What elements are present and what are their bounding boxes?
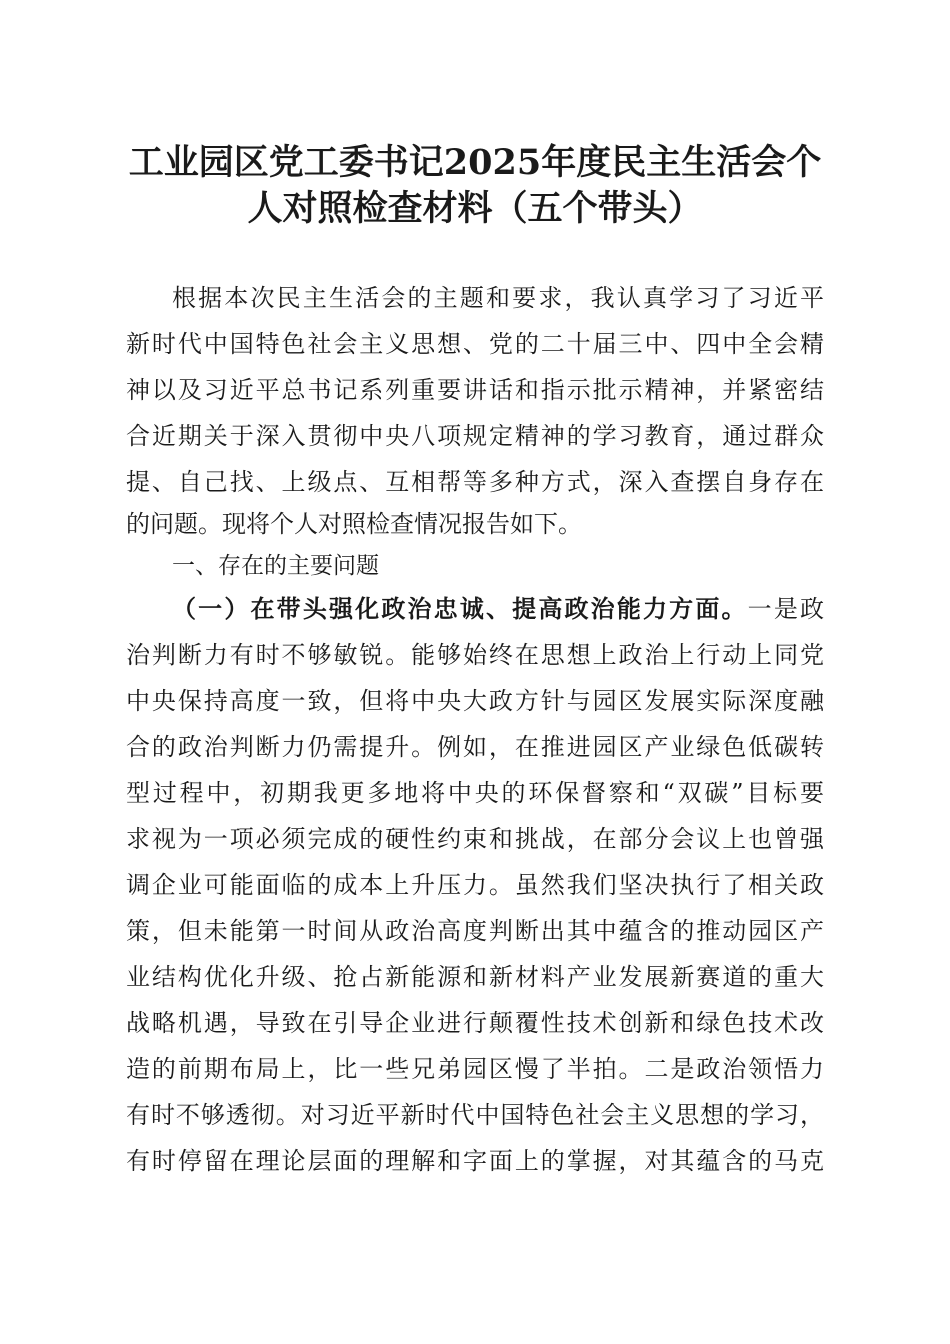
subsection-line: 策，但未能第一时间从政治高度判断出其中蕴含的推动园区产 xyxy=(126,917,824,945)
subsection-line: 型过程中，初期我更多地将中央的环保督察和“双碳”目标要 xyxy=(126,779,824,807)
subsection-line: 调企业可能面临的成本上升压力。虽然我们坚决执行了相关政 xyxy=(126,871,824,899)
subsection-text: 一是政 xyxy=(747,595,825,623)
subsection-line: 合的政治判断力仍需提升。例如，在推进园区产业绿色低碳转 xyxy=(126,733,824,761)
subsection-line: 求视为一项必须完成的硬性约束和挑战，在部分会议上也曾强 xyxy=(126,825,824,853)
subsection-line: 造的前期布局上，比一些兄弟园区慢了半拍。二是政治领悟力 xyxy=(126,1055,824,1083)
subsection-line: 有时不够透彻。对习近平新时代中国特色社会主义思想的学习， xyxy=(126,1101,824,1129)
subsection-line: 中央保持高度一致，但将中央大政方针与园区发展实际深度融 xyxy=(126,687,824,715)
subsection-line: 有时停留在理论层面的理解和字面上的掌握，对其蕴含的马克 xyxy=(126,1147,824,1175)
section-heading: 一、存在的主要问题 xyxy=(172,553,379,579)
subsection-line: 治判断力有时不够敏锐。能够始终在思想上政治上行动上同党 xyxy=(126,641,824,669)
subsection-heading: （一）在带头强化政治忠诚、提高政治能力方面。 xyxy=(172,594,748,623)
intro-line: 神以及习近平总书记系列重要讲话和指示批示精神，并紧密结 xyxy=(126,376,824,404)
intro-line: 的问题。现将个人对照检查情况报告如下。 xyxy=(126,510,582,538)
subsection-line: 业结构优化升级、抢占新能源和新材料产业发展新赛道的重大 xyxy=(126,963,824,991)
subsection-line: 战略机遇，导致在引导企业进行颠覆性技术创新和绿色技术改 xyxy=(126,1009,824,1037)
intro-line: 根据本次民主生活会的主题和要求，我认真学习了习近平 xyxy=(172,284,824,312)
intro-line: 新时代中国特色社会主义思想、党的二十届三中、四中全会精 xyxy=(126,330,824,358)
intro-line: 合近期关于深入贯彻中央八项规定精神的学习教育，通过群众 xyxy=(126,422,824,450)
document-title-line-2: 人对照检查材料（五个带头） xyxy=(247,188,703,229)
intro-line: 提、自己找、上级点、互相帮等多种方式，深入查摆自身存在 xyxy=(126,468,824,496)
document-title-line-1: 工业园区党工委书记2025年度民主生活会个 xyxy=(128,142,822,183)
subsection-first-line xyxy=(172,586,824,632)
